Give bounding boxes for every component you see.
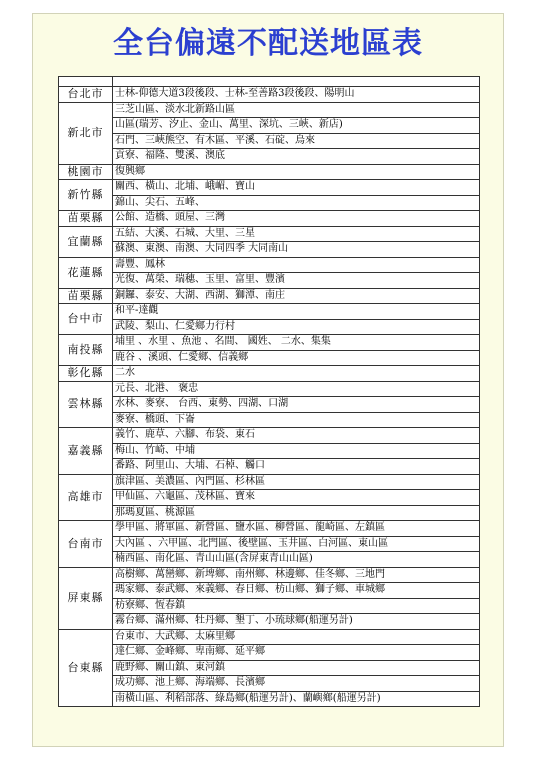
area-cell: 山區(瑞芳、汐止、金山、萬里、深坑、三峽、新店) (113, 118, 480, 134)
area-cell: 學甲區、將軍區、新營區、鹽水區、柳營區、龍崎區、左鎮區 (113, 521, 480, 537)
table-row (59, 428, 480, 444)
area-cell: 鹿野鄉、關山鎮、東河鎮 (113, 660, 480, 676)
area-cell: 二水 (113, 366, 480, 382)
table-row (59, 521, 480, 537)
area-cell: 武陵、梨山、仁愛鄉力行村 (113, 319, 480, 335)
table-row (59, 660, 480, 676)
area-cell: 台東市、大武鄉、太麻里鄉 (113, 629, 480, 645)
area-cell: 那瑪夏區、桃源區 (113, 505, 480, 521)
county-cell: 花蓮縣 (59, 257, 113, 288)
area-cell: 高樹鄉、萬巒鄉、新埤鄉、南州鄉、林邊鄉、佳冬鄉、三地門 (113, 567, 480, 583)
table-header-row (59, 77, 480, 87)
document-page (32, 13, 504, 747)
county-cell: 高雄市 (59, 474, 113, 521)
table-row (59, 87, 480, 103)
area-cell: 霧台鄉、滿州鄉、牡丹鄉、墾丁、小琉球鄉(船運另計) (113, 614, 480, 630)
area-cell: 鹿谷 、溪頭、仁愛鄉、信義鄉 (113, 350, 480, 366)
area-cell: 瑪家鄉、泰武鄉、來義鄉、春日鄉、枋山鄉、獅子鄉、車城鄉 (113, 583, 480, 599)
table-row (59, 242, 480, 258)
header-cell-county (59, 77, 113, 87)
area-cell: 旗津區、美濃區、內門區、杉林區 (113, 474, 480, 490)
area-cell: 銅鑼、泰安、大湖、西湖、獅潭、南庄 (113, 288, 480, 304)
table-row (59, 319, 480, 335)
table-row (59, 257, 480, 273)
area-cell: 水林、麥寮、 台西、東勢、四湖、口湖 (113, 397, 480, 413)
area-cell: 成功鄉、池上鄉、海端鄉、長濱鄉 (113, 676, 480, 692)
area-cell: 和平-達觀 (113, 304, 480, 320)
area-cell: 石門、三峽熊空、有木區、平溪、石碇、烏來 (113, 133, 480, 149)
table-row (59, 366, 480, 382)
table-row (59, 304, 480, 320)
table-row (59, 412, 480, 428)
header-cell-areas (113, 77, 480, 87)
area-cell: 蘇澳、東澳、南澳、大同四季 大同南山 (113, 242, 480, 258)
table-row (59, 102, 480, 118)
area-cell: 麥寮、橋頭、下崙 (113, 412, 480, 428)
region-table (58, 76, 480, 707)
county-cell: 桃園市 (59, 164, 113, 180)
table-row (59, 118, 480, 134)
county-cell: 南投縣 (59, 335, 113, 366)
county-cell: 屏東縣 (59, 567, 113, 629)
county-cell: 宜蘭縣 (59, 226, 113, 257)
table-row (59, 567, 480, 583)
area-cell: 壽豐、鳳林 (113, 257, 480, 273)
table-row (59, 133, 480, 149)
area-cell: 公館、造橋、頭屋、三灣 (113, 211, 480, 227)
table-row (59, 614, 480, 630)
area-cell: 士林-仰德大道3段後段、士林-至善路3段後段、陽明山 (113, 87, 480, 103)
table-row (59, 459, 480, 475)
table-row (59, 180, 480, 196)
table-row (59, 335, 480, 351)
table-row (59, 288, 480, 304)
area-cell: 三芝山區、淡水北新路山區 (113, 102, 480, 118)
county-cell: 彰化縣 (59, 366, 113, 382)
county-cell: 台北市 (59, 87, 113, 103)
table-row (59, 397, 480, 413)
table-row (59, 164, 480, 180)
area-cell: 元長、北港、 褒忠 (113, 381, 480, 397)
area-cell: 義竹、鹿草、六腳、布袋、東石 (113, 428, 480, 444)
page-title: 全台偏遠不配送地區表 (113, 26, 423, 61)
area-cell: 埔里 、水里 、魚池 、名間、 國姓、 二水、集集 (113, 335, 480, 351)
table-row (59, 474, 480, 490)
county-cell: 苗栗縣 (59, 288, 113, 304)
table-row (59, 381, 480, 397)
area-cell: 關西、橫山、北埔、峨嵋、寶山 (113, 180, 480, 196)
region-table-body (59, 77, 480, 707)
area-cell: 甲仙區、六龜區、茂林區、寶來 (113, 490, 480, 506)
area-cell: 光復、萬榮、瑞穗、玉里、富里、豐濱 (113, 273, 480, 289)
county-cell: 台中市 (59, 304, 113, 335)
table-row (59, 552, 480, 568)
table-row (59, 273, 480, 289)
area-cell: 番路、阿里山、大埔、石棹、觸口 (113, 459, 480, 475)
table-row (59, 505, 480, 521)
table-row (59, 598, 480, 614)
table-row (59, 691, 480, 707)
table-row (59, 211, 480, 227)
area-cell: 南橫山區、利稻部落、綠島鄉(船運另計)、蘭嶼鄉(船運另計) (113, 691, 480, 707)
area-cell: 達仁鄉、金峰鄉、卑南鄉、延平鄉 (113, 645, 480, 661)
county-cell: 苗栗縣 (59, 211, 113, 227)
table-row (59, 149, 480, 165)
area-cell: 梅山、竹崎、中埔 (113, 443, 480, 459)
county-cell: 新北市 (59, 102, 113, 164)
area-cell: 楠西區、南化區、青山山區(含屏東青山山區) (113, 552, 480, 568)
area-cell: 大內區 、六甲區、北門區、後壁區、玉井區、白河區、東山區 (113, 536, 480, 552)
table-row (59, 676, 480, 692)
table-row (59, 645, 480, 661)
table-row (59, 536, 480, 552)
table-row (59, 226, 480, 242)
area-cell: 復興鄉 (113, 164, 480, 180)
area-cell: 貢寮、福隆、雙溪、澳底 (113, 149, 480, 165)
county-cell: 台南市 (59, 521, 113, 568)
table-row (59, 443, 480, 459)
county-cell: 新竹縣 (59, 180, 113, 211)
county-cell: 嘉義縣 (59, 428, 113, 475)
area-cell: 五結、大溪、石城、大里、三星 (113, 226, 480, 242)
area-cell: 枋寮鄉、恆春鎮 (113, 598, 480, 614)
table-row (59, 629, 480, 645)
table-row (59, 195, 480, 211)
county-cell: 雲林縣 (59, 381, 113, 428)
table-row (59, 490, 480, 506)
county-cell: 台東縣 (59, 629, 113, 707)
table-row (59, 350, 480, 366)
table-row (59, 583, 480, 599)
area-cell: 錦山、尖石、五峰、 (113, 195, 480, 211)
